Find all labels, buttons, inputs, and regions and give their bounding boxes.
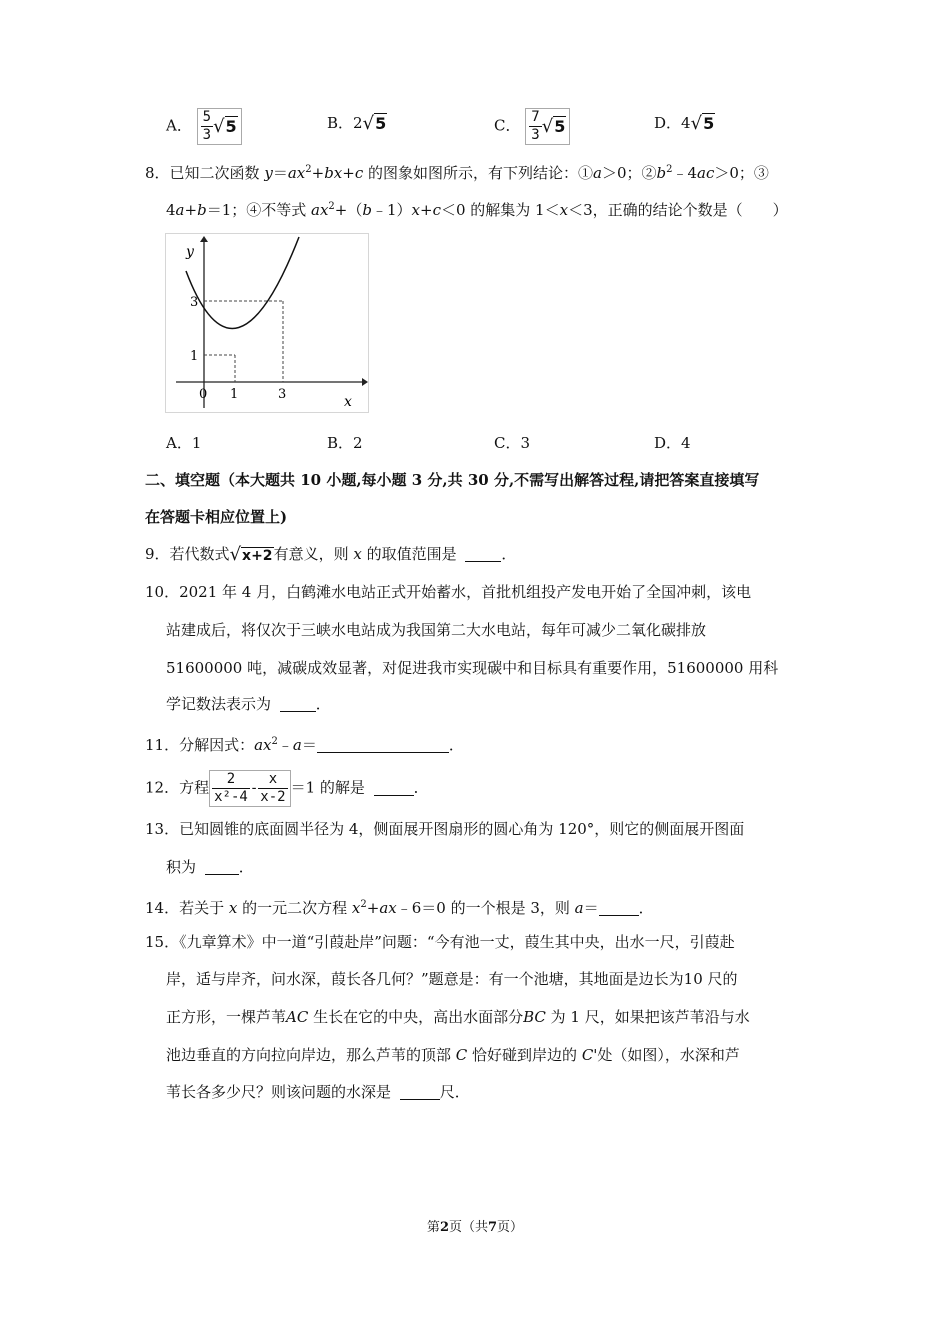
denominator: x²-4: [214, 789, 248, 805]
q8-option-a: [166, 433, 201, 453]
option-label: B．: [327, 114, 354, 132]
fraction-image: $\frac{5}{3}$ √5: [197, 108, 242, 145]
option-label: D．: [654, 114, 682, 132]
q7-option-b: B．2√5: [327, 113, 387, 134]
radicand: 5: [703, 114, 715, 133]
y-label: y: [186, 244, 194, 260]
answer-blank[interactable]: [317, 738, 449, 753]
q12: [145, 770, 429, 807]
option-value: 2: [353, 434, 363, 452]
exponent: 2: [666, 164, 673, 175]
q10-line-3: 51600000 吨，减碳成效显著，对促进我市实现碳中和目标具有重要作用，51600000 用科: [166, 659, 779, 677]
q15-line-3: [166, 1007, 750, 1027]
q7-option-a: [166, 108, 242, 145]
q15-line-2: 岸，适与岸齐，问水深，葭长各几何？”题意是：有一个池塘，其地面是边长为10 尺的: [166, 970, 738, 988]
text: +: [366, 899, 380, 917]
radical-image: √x+2: [229, 543, 273, 565]
question-number: 9．: [145, 545, 170, 563]
answer-blank[interactable]: [599, 901, 639, 916]
option-label: A．: [166, 116, 192, 135]
text: ＝: [583, 899, 599, 917]
text: +: [311, 164, 325, 182]
equation-image: [209, 770, 290, 807]
text: +: [184, 201, 198, 219]
radicand: 5: [375, 114, 387, 133]
text: 积为: [166, 858, 201, 876]
answer-blank[interactable]: [280, 697, 316, 712]
page-number: 2: [439, 1220, 449, 1235]
var: ax: [254, 736, 272, 754]
radicand: 5: [554, 116, 566, 136]
text: ＝: [301, 736, 317, 754]
radicand: x+2: [242, 547, 273, 564]
text: 方程: [179, 778, 210, 797]
text: ．: [238, 858, 254, 876]
text: ﹣: [277, 736, 293, 754]
section-heading-line-1: 二、填空题（本大题共 10 小题,每小题 3 分,共 30 分,不需写出解答过程,请把答案直接填写: [145, 471, 760, 489]
q10-line-2: 站建成后，将仅次于三峡水电站成为我国第二大水电站，每年可减少二氧化碳排放: [166, 621, 707, 639]
fraction-image: $\frac{7}{3}$ √5: [525, 108, 570, 145]
var: b: [197, 201, 207, 219]
section-heading-line-2: 在答题卡相应位置上): [145, 508, 288, 526]
var: C': [581, 1046, 598, 1064]
option-value: 4: [681, 434, 691, 452]
text: ．: [448, 736, 464, 754]
denominator: 3: [531, 127, 540, 143]
text: ﹣1）: [371, 201, 412, 219]
option-label: C．: [494, 434, 521, 452]
text: +: [342, 164, 355, 182]
coefficient: 2: [353, 114, 363, 132]
var: a: [175, 201, 185, 219]
var: bx: [324, 164, 343, 182]
tick-x-3: 3: [278, 387, 287, 402]
option-value: 1: [191, 434, 202, 452]
text: 页（共: [448, 1220, 488, 1235]
q13-line-1: [145, 819, 744, 839]
text: ．: [315, 695, 331, 713]
tick-x-1: 1: [230, 387, 239, 402]
var: a: [574, 899, 584, 917]
answer-blank[interactable]: [400, 1085, 440, 1100]
text: ＞0；③: [714, 164, 769, 182]
text: 若代数式: [169, 545, 230, 563]
q7-option-c: [494, 108, 570, 145]
text: 生长在它的中央，高出水面部分: [308, 1008, 524, 1026]
var: BC: [523, 1008, 546, 1026]
question-number: 11．: [145, 736, 180, 754]
option-value: 3: [520, 434, 531, 452]
text: 学记数法表示为: [166, 695, 276, 713]
text: 的一元二次方程: [237, 899, 352, 917]
minus-sign: -: [249, 780, 259, 797]
var: x: [411, 201, 420, 219]
var: x: [351, 899, 361, 917]
text: ＝: [272, 164, 288, 182]
denominator: x-2: [260, 789, 286, 805]
question-number: 12．: [145, 778, 180, 797]
text: 正方形，一棵芦苇: [166, 1008, 287, 1026]
text: 处（如图），水深和芦: [597, 1046, 740, 1064]
q7-option-d: D．4√5: [654, 113, 715, 134]
q15-line-5: [166, 1082, 470, 1102]
option-label: C．: [494, 116, 521, 135]
option-label: B．: [327, 434, 354, 452]
exponent: 2: [271, 736, 278, 747]
text: 《九章算术》中一道“引葭赴岸”问题：“今有池一丈，葭生其中央，出水一尺，引葭赴: [179, 933, 735, 951]
text: 2021 年 4 月，白鹤滩水电站正式开始蓄水，首批机组投产发电开始了全国冲刺，该电: [179, 583, 752, 601]
var: ac: [697, 164, 715, 182]
question-number: 8．: [145, 164, 170, 182]
total-pages: 7: [488, 1220, 498, 1235]
q8-line-1: [145, 160, 769, 183]
parabola-figure: [165, 233, 369, 413]
option-label: A．: [166, 434, 192, 452]
var: c: [432, 201, 441, 219]
text: 有意义，则: [273, 545, 354, 563]
q10-line-4: [166, 694, 331, 714]
radicand: 5: [225, 116, 237, 136]
q11: [145, 732, 464, 755]
text: +: [419, 201, 433, 219]
text: ＝1 的解是: [290, 778, 370, 797]
var: ax: [311, 201, 329, 219]
text: ＞0；②: [601, 164, 657, 182]
answer-blank[interactable]: [465, 547, 501, 562]
text: ＜0 的解集为 1＜: [440, 201, 560, 219]
text: 尺．: [439, 1083, 470, 1101]
answer-blank[interactable]: [374, 781, 414, 796]
text: ＝1；④不等式: [206, 201, 311, 219]
coefficient: 4: [681, 114, 691, 132]
text: ＜3，正确的结论个数是（ ）: [568, 201, 788, 219]
text: 池边垂直的方向拉向岸边，那么芦苇的顶部: [166, 1046, 456, 1064]
option-label: D．: [654, 434, 682, 452]
var: b: [656, 164, 667, 182]
page-footer: [0, 1216, 950, 1235]
text: 恰好碰到岸边的: [467, 1046, 582, 1064]
numerator: 2: [212, 771, 250, 789]
answer-blank[interactable]: [205, 860, 239, 875]
var: a: [292, 736, 302, 754]
numerator: 7: [531, 109, 540, 125]
text: ．: [501, 545, 517, 563]
text: 4: [166, 201, 176, 219]
exponent: 2: [328, 201, 335, 212]
q13-line-2: [166, 857, 254, 877]
var: ax: [379, 899, 397, 917]
text: 已知二次函数: [169, 164, 265, 182]
x-axis-arrow: [362, 378, 368, 386]
var: AC: [286, 1008, 309, 1026]
exponent: 2: [305, 164, 312, 175]
q8-option-c: [494, 433, 530, 453]
q10-line-1: [145, 582, 751, 602]
q8-line-2: [166, 197, 788, 220]
text: +（: [334, 201, 363, 219]
exponent: 2: [360, 899, 367, 910]
parabola-curve: [186, 237, 299, 328]
text: 页）: [497, 1220, 524, 1235]
var: x: [559, 201, 569, 219]
text: ．: [413, 778, 429, 797]
text: 已知圆锥的底面圆半径为 4，侧面展开图扇形的圆心角为 120°，则它的侧面展开图面: [179, 820, 745, 838]
var: ax: [287, 164, 306, 182]
text: 苇长各多少尺？则该问题的水深是: [166, 1083, 396, 1101]
tick-y-3: 3: [190, 295, 199, 310]
numerator: x: [258, 771, 287, 789]
var: C: [455, 1046, 468, 1064]
text: ﹣6＝0 的一个根是 3，则: [396, 899, 575, 917]
text: 的取值范围是: [361, 545, 462, 563]
text: 为 1 尺，如果把该芦苇沿与水: [545, 1008, 750, 1026]
text: ﹣4: [672, 164, 698, 182]
text: ．: [638, 899, 654, 917]
question-number: 13．: [145, 820, 180, 838]
var: x: [228, 899, 238, 917]
q14: [145, 895, 654, 918]
text: 分解因式：: [179, 736, 255, 754]
var: a: [593, 164, 602, 182]
question-number: 14．: [145, 899, 180, 917]
text: 的图象如图所示，有下列结论：①: [363, 164, 594, 182]
q15-line-4: [166, 1045, 740, 1065]
question-number: 10．: [145, 583, 180, 601]
x-label: x: [344, 394, 352, 410]
parabola-graph: [166, 234, 368, 412]
var: y: [264, 164, 273, 182]
var: c: [354, 164, 364, 182]
var: b: [362, 201, 372, 219]
denominator: 3: [202, 127, 212, 143]
q8-option-d: [654, 433, 691, 453]
var: x: [353, 545, 362, 563]
q9: [145, 544, 516, 566]
tick-y-1: 1: [190, 349, 199, 364]
q8-option-b: [327, 433, 363, 453]
numerator: 5: [202, 109, 212, 125]
text: 第: [426, 1220, 440, 1235]
tick-origin: 0: [199, 387, 208, 402]
question-number: 15．: [145, 933, 180, 951]
text: 若关于: [179, 899, 229, 917]
q15-line-1: [145, 932, 735, 952]
y-axis-arrow: [200, 236, 208, 242]
